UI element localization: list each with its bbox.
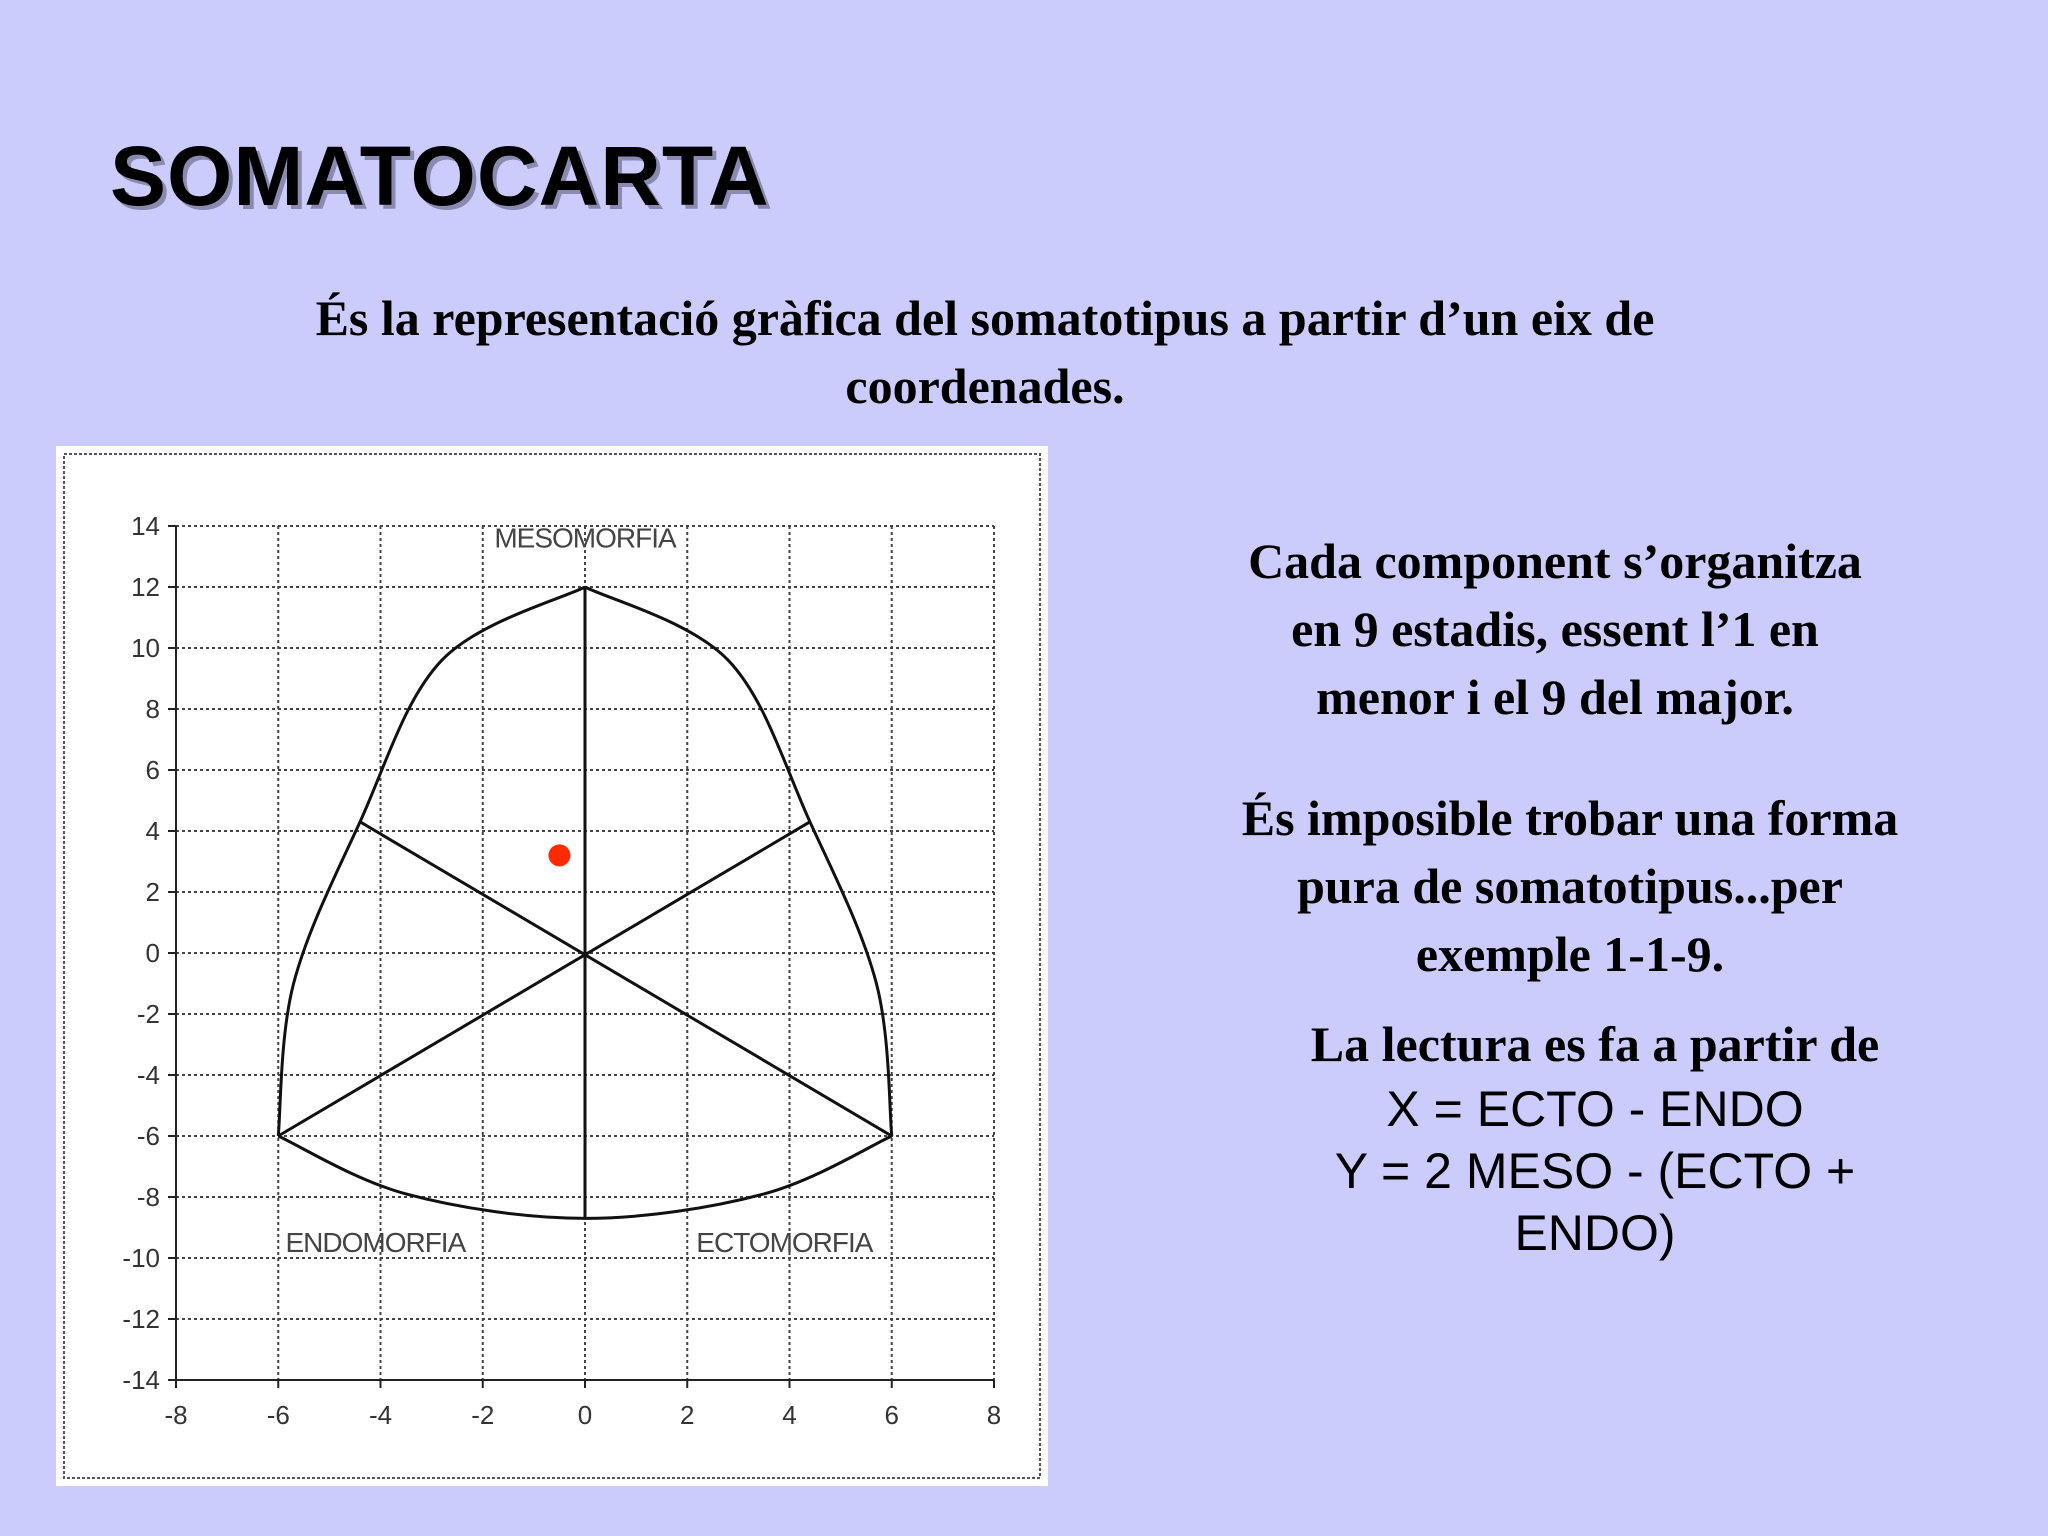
- subtitle-line: És la representació gràfica del somatotipus a partir d’un eix de: [315, 290, 1655, 346]
- x-tick-label: 4: [782, 1400, 797, 1430]
- x-tick-label: -6: [266, 1400, 290, 1430]
- y-tick-label: 14: [131, 511, 160, 541]
- somatotype-point: [548, 844, 570, 866]
- x-tick-label: 6: [884, 1400, 899, 1430]
- paragraph-line: Cada component s’organitza: [1248, 533, 1862, 589]
- y-tick-label: -14: [122, 1365, 160, 1395]
- somatochart-axis-line: [360, 822, 892, 1136]
- paragraph-line: pura de somatotipus...per: [1297, 858, 1843, 914]
- label-ectomorfia: ECTOMORFIA: [696, 1226, 873, 1258]
- y-tick-label: 4: [145, 816, 160, 846]
- y-tick-label: 10: [131, 633, 160, 663]
- paragraph-pure-form: [1170, 784, 1970, 988]
- somatochart-axis-line: [278, 822, 810, 1136]
- label-endomorfia: ENDOMORFIA: [285, 1226, 466, 1258]
- y-tick-label: 2: [145, 877, 160, 907]
- paragraph-stages: [1170, 527, 1940, 731]
- x-tick-label: 8: [986, 1400, 1002, 1430]
- y-tick-label: 12: [131, 572, 160, 602]
- paragraph-line: És imposible trobar una forma: [1241, 790, 1899, 846]
- y-tick-label: -4: [136, 1060, 160, 1090]
- subtitle-line: coordenades.: [845, 358, 1125, 414]
- y-tick-label: 0: [145, 938, 160, 968]
- somatochart: [56, 446, 1048, 1486]
- y-tick-label: -6: [136, 1121, 160, 1151]
- slide-subtitle: [160, 284, 1810, 420]
- x-tick-label: -2: [471, 1400, 495, 1430]
- x-tick-label: 2: [680, 1400, 695, 1430]
- y-tick-label: -10: [122, 1243, 160, 1273]
- paragraph-line: La lectura es fa a partir de: [1310, 1016, 1880, 1072]
- x-tick-label: 0: [577, 1400, 593, 1430]
- y-tick-label: -12: [122, 1304, 160, 1334]
- paragraph-reading: [1230, 1010, 1960, 1264]
- somatochart-svg: [56, 446, 1048, 1486]
- x-tick-label: -4: [368, 1400, 393, 1430]
- chart-border: [64, 454, 1040, 1478]
- paragraph-line: en 9 estadis, essent l’1 en: [1291, 601, 1819, 657]
- y-tick-label: 8: [145, 694, 160, 724]
- paragraph-line: menor i el 9 del major.: [1316, 669, 1794, 725]
- formula-y-continued: ENDO): [1514, 1205, 1676, 1261]
- paragraph-line: exemple 1-1-9.: [1415, 926, 1725, 982]
- formula-y: Y = 2 MESO - (ECTO +: [1334, 1143, 1856, 1199]
- y-tick-label: -8: [136, 1182, 160, 1212]
- y-tick-label: -2: [136, 999, 160, 1029]
- x-tick-label: -8: [164, 1400, 188, 1430]
- somatochart-outline-curve: [585, 587, 892, 1136]
- y-tick-label: 6: [145, 755, 160, 785]
- label-mesomorfia: MESOMORFIA: [494, 522, 676, 554]
- somatochart-outline-curve: [278, 587, 585, 1136]
- slide-title: SOMATOCARTA: [110, 129, 770, 223]
- formula-x: X = ECTO - ENDO: [1386, 1081, 1804, 1137]
